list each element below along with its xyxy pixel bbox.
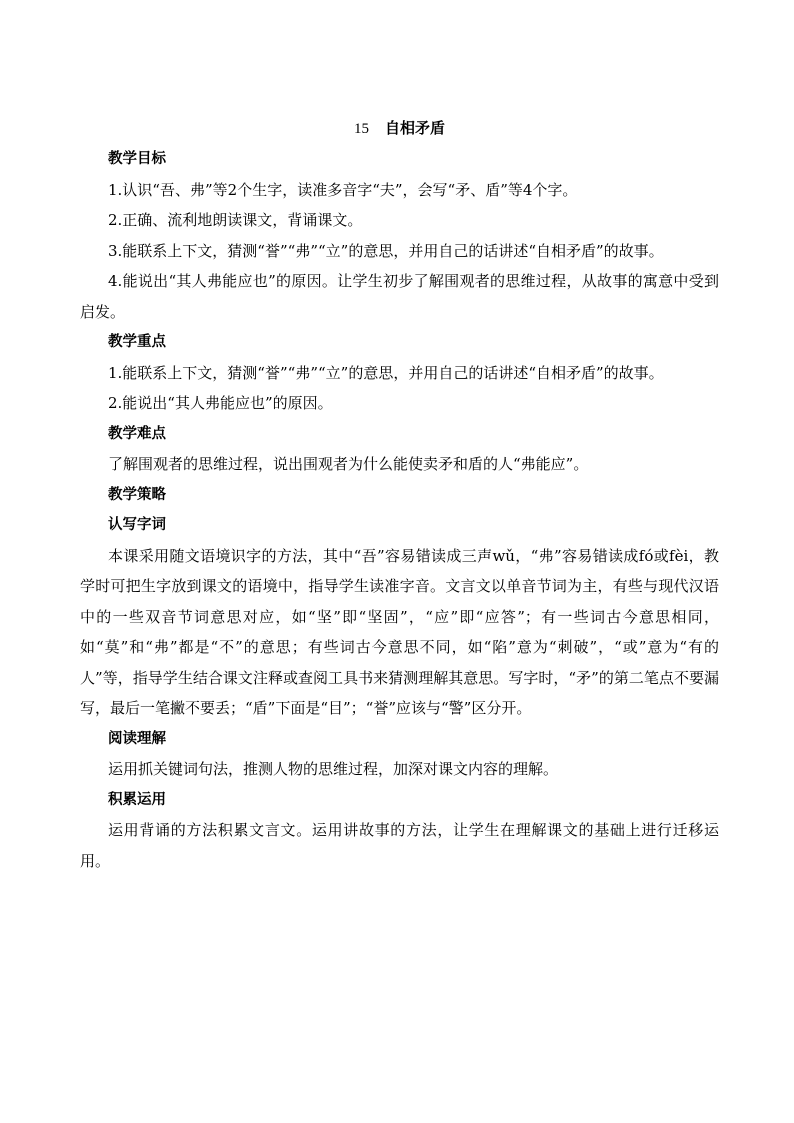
goal-item-2: 2.正确、流利地朗读课文，背诵课文。 (108, 211, 363, 229)
reading-paragraph: 运用抓关键词句法，推测人物的思维过程，加深对课文内容的理解。 (108, 760, 559, 778)
subsection-heading-characters: 认写字词 (108, 517, 166, 533)
goal-item-3: 3.能联系上下文，猜测“誉”“弗”“立”的意思，并用自己的话讲述“自相矛盾”的故事。 (108, 241, 664, 260)
accumulation-paragraph: 运用背诵的方法积累文言文。运用讲故事的方法，让学生在理解课文的基础上进行迁移运用。 (80, 821, 719, 870)
lesson-number: 15 (353, 121, 369, 137)
section-heading-difficulties: 教学难点 (108, 425, 166, 442)
key-point-item-2: 2.能说出“其人弗能应也”的原因。 (108, 394, 333, 412)
lesson-title: 自相矛盾 (384, 119, 445, 137)
difficulty-item-1: 了解围观者的思维过程，说出围观者为什么能使卖矛和盾的人“弗能应”。 (108, 455, 589, 473)
key-point-item-1: 1.能联系上下文，猜测“誉”“弗”“立”的意思，并用自己的话讲述“自相矛盾”的故事。 (108, 363, 664, 382)
goal-item-1: 1.认识“吾、弗”等2个生字，读准多音字“夫”，会写“矛、盾”等4个字。 (108, 180, 578, 199)
page-title (80, 112, 719, 144)
subsection-heading-reading: 阅读理解 (108, 730, 166, 747)
section-heading-key-points: 教学重点 (108, 334, 166, 350)
goal-item-4: 4.能说出“其人弗能应也”的原因。让学生初步了解围观者的思维过程，从故事的寓意中受到启发。 (80, 272, 719, 321)
section-heading-strategies: 教学策略 (108, 486, 166, 503)
section-heading-goals: 教学目标 (108, 151, 166, 167)
characters-paragraph: 本课采用随文语境识字的方法，其中“吾”容易错读成三声wǔ，“弗”容易错读成fó或fèi，教学时可把生字放到课文的语境中，指导学生读准字音。文言文以单音节词为主，有些与现代汉语中的一些双音节词意思对应，如“坚”即“坚固”，“应”即“应答”；有一些词古今意思相同，如“莫”和“弗”都是“不”的意思；有些词古今意思不同，如“陷”意为“刺破”，“或”意为“有的人”等，指导学生结合课文注释或查阅工具书来猜测理解其意思。写字时，“矛”的第二笔点不要漏写，最后一笔撇不要丢；“盾”下面是“目”；“誉”应该与“警”区分开。 (80, 546, 719, 717)
subsection-heading-accumulation: 积累运用 (108, 791, 166, 808)
document-page (80, 112, 719, 876)
